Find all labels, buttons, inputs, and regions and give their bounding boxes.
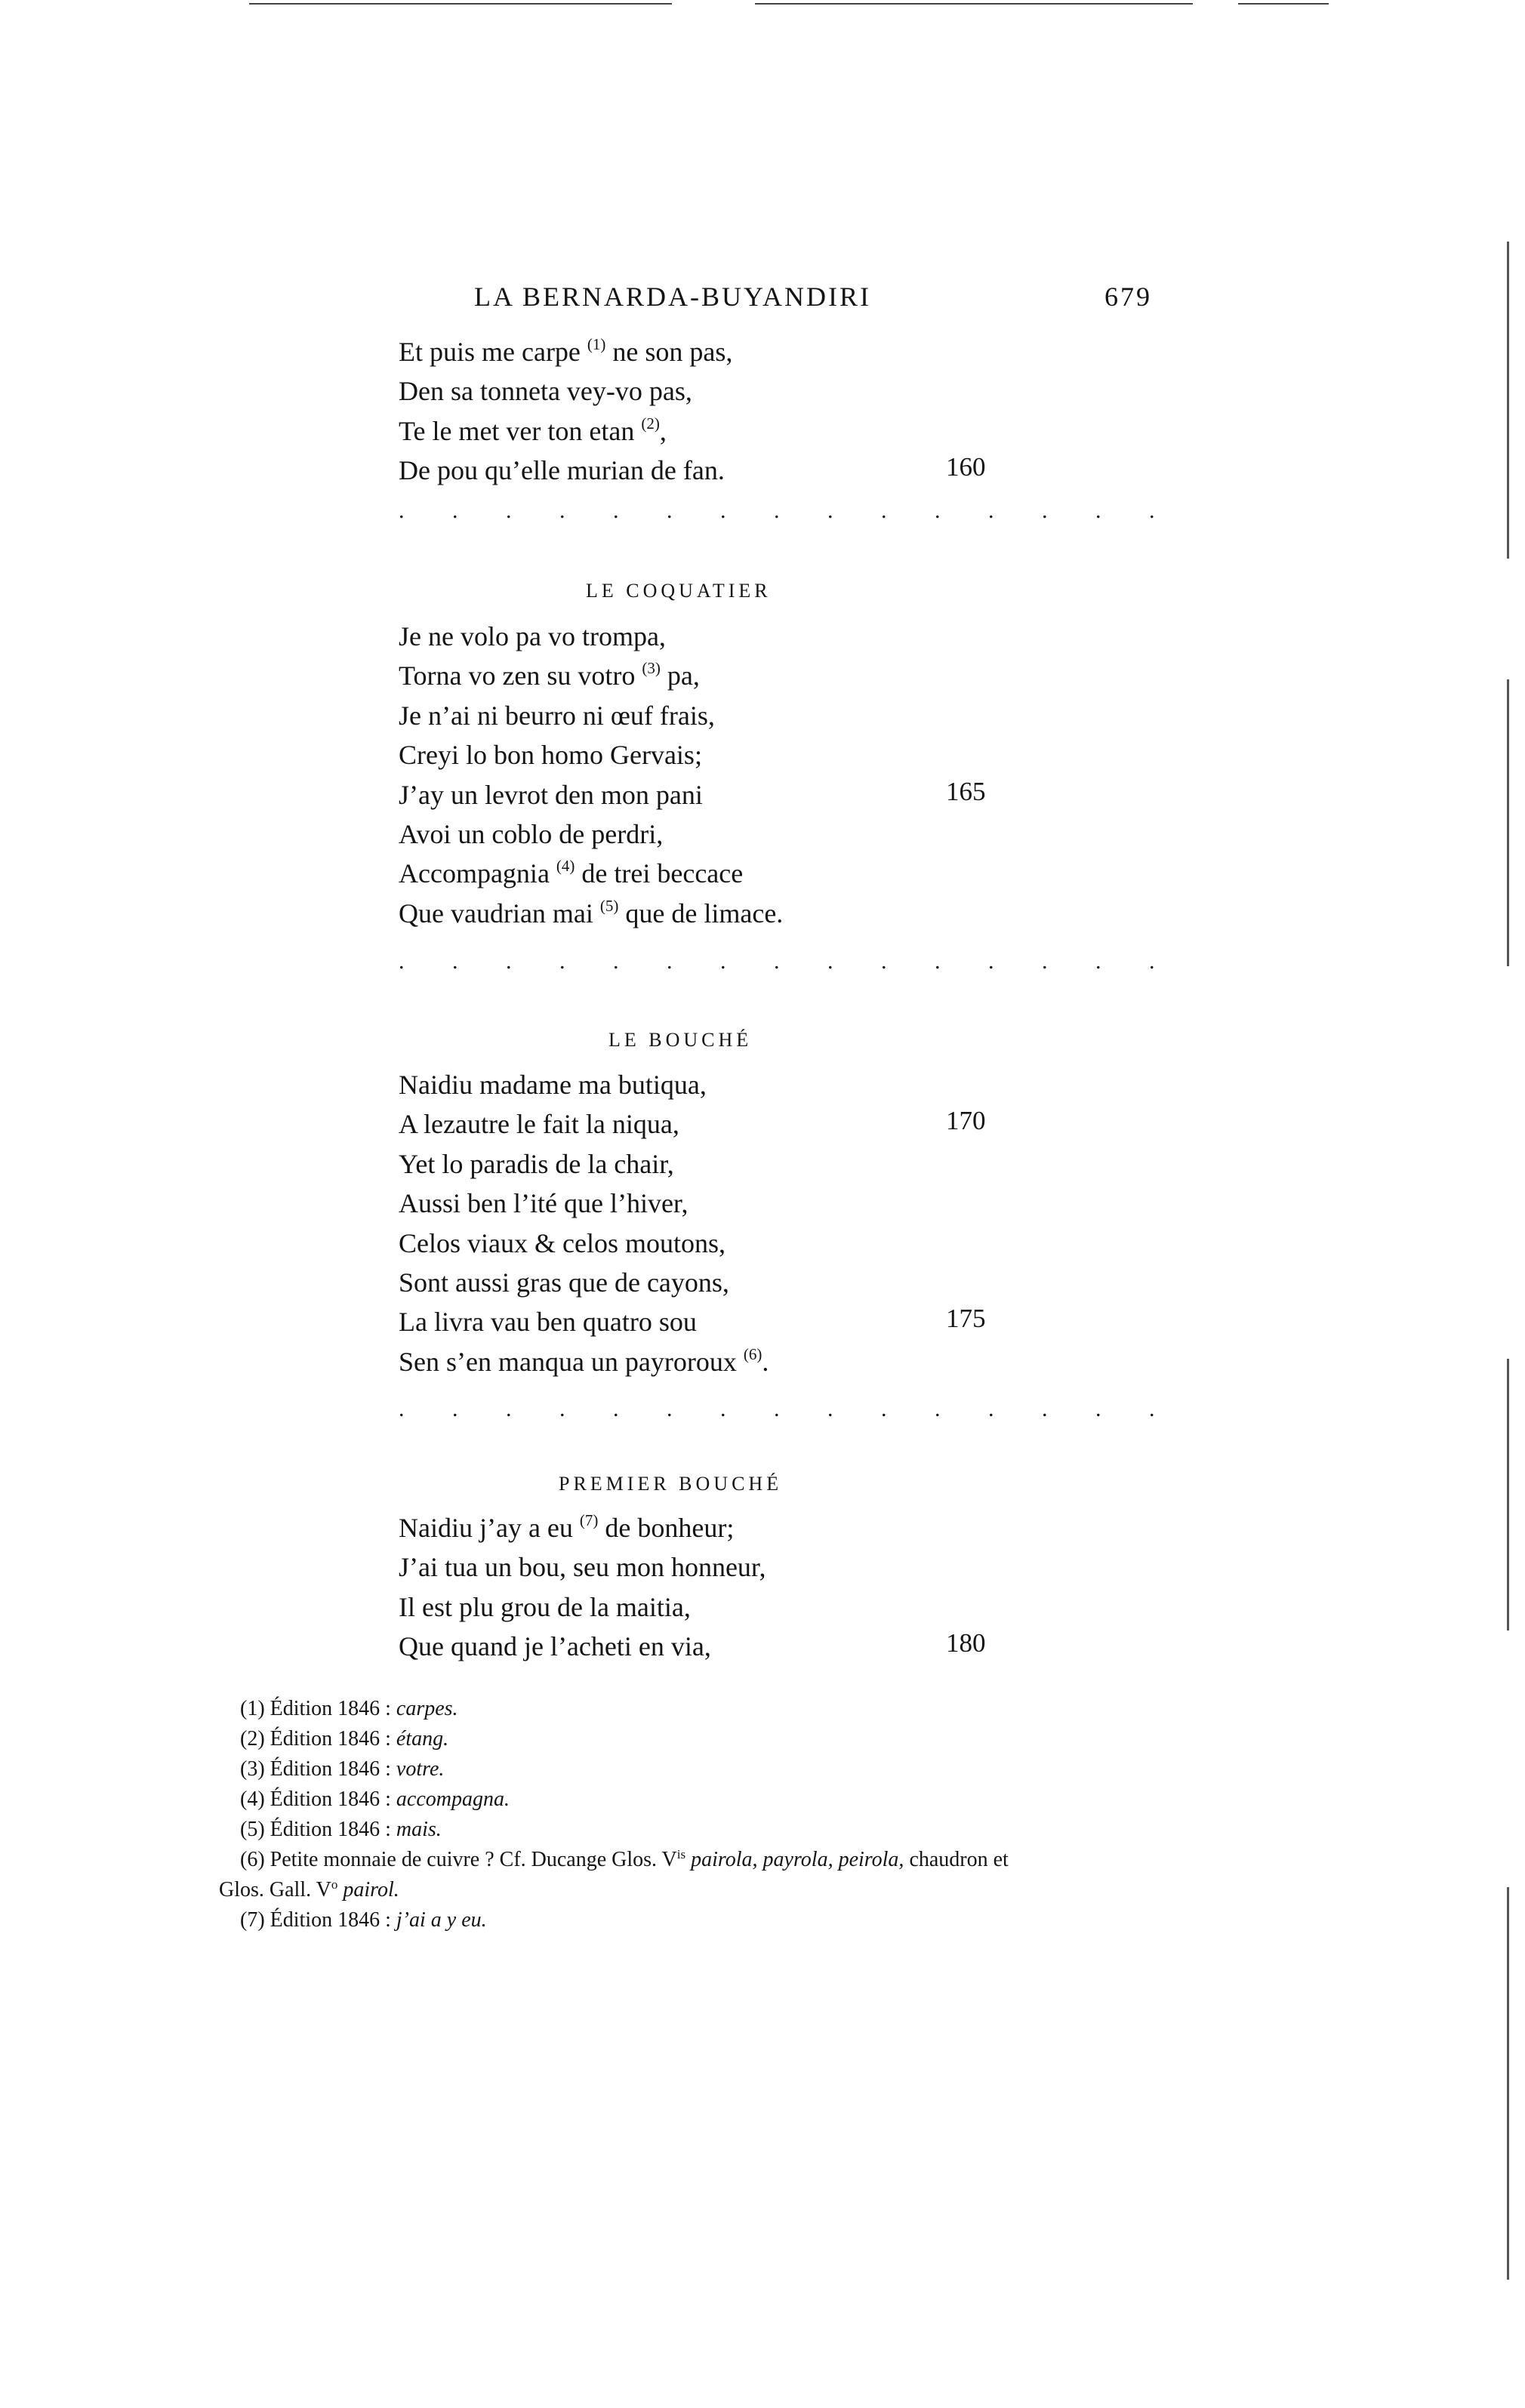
verse-text: De pou qu’elle murian de fan.: [399, 455, 725, 485]
verse-line: [399, 656, 700, 695]
footnote: [240, 1846, 1009, 1874]
footnote-ref[interactable]: (1): [587, 335, 606, 353]
verse-line: [399, 1104, 679, 1144]
footnote-mark: (7): [240, 1908, 265, 1932]
verse-line: [399, 1587, 691, 1627]
verse-text: Que vaudrian mai: [399, 898, 600, 928]
footnote-ref[interactable]: (2): [641, 414, 660, 433]
verse-line: [399, 1144, 674, 1184]
verse-text: Sen s’en manqua un payroroux: [399, 1347, 744, 1377]
footnote-text: Édition 1846 :: [270, 1697, 396, 1720]
footnote: [219, 1876, 399, 1905]
footnote-superscript: o: [331, 1877, 338, 1892]
verse-line: [399, 1342, 769, 1381]
verse-text: de bonheur;: [598, 1513, 735, 1543]
verse-text: Creyi lo bon homo Gervais;: [399, 740, 702, 770]
footnote-citation: carpes.: [396, 1697, 458, 1720]
verse-line: [399, 894, 783, 933]
verse-text: Il est plu grou de la maitia,: [399, 1592, 691, 1622]
omission-dots: . . . . . . . . . . . . . . .: [399, 498, 1176, 523]
speaker-name: LE BOUCHÉ: [608, 1029, 753, 1051]
speaker-name: PREMIER BOUCHÉ: [559, 1473, 783, 1495]
verse-text: pa,: [660, 661, 700, 691]
verse-text: J’ay un levrot den mon pani: [399, 780, 703, 810]
footnote-text: Glos. Gall. V: [219, 1878, 331, 1901]
verse-text: A lezautre le fait la niqua,: [399, 1109, 679, 1139]
running-title: LA BERNARDA-BUYANDIRI: [474, 282, 872, 312]
footnote-citation: mais.: [396, 1818, 442, 1841]
scan-rule-top: [755, 3, 1193, 5]
verse-line: [399, 1627, 711, 1666]
verse-line: [399, 1263, 729, 1302]
verse-line: [399, 1224, 726, 1263]
verse-number: 175: [946, 1304, 986, 1333]
verse-line: [399, 814, 663, 854]
footnote-citation: étang.: [396, 1727, 449, 1751]
footnote-text: Édition 1846 :: [270, 1757, 396, 1781]
verse-text: Accompagnia: [399, 858, 556, 888]
omission-dots: . . . . . . . . . . . . . . .: [399, 1396, 1176, 1421]
verse-line: [399, 332, 732, 371]
verse-text: ,: [659, 416, 667, 446]
verse-line: [399, 854, 743, 893]
verse-number: 170: [946, 1106, 986, 1135]
footnote-citation: votre.: [396, 1757, 445, 1781]
verse-text: Naidiu madame ma butiqua,: [399, 1070, 707, 1100]
verse-text: Avoi un coblo de perdri,: [399, 819, 664, 849]
verse-line: [399, 696, 715, 735]
footnote-ref[interactable]: (3): [642, 659, 661, 677]
footnote-text: Édition 1846 :: [270, 1727, 396, 1751]
footnote-citation: pairol.: [343, 1878, 399, 1901]
verse-text: Te le met ver ton etan: [399, 416, 642, 446]
footnote-mark: (5): [240, 1818, 265, 1841]
scan-edge-line: [1507, 1887, 1509, 2280]
verse-text: Je ne volo pa vo trompa,: [399, 621, 666, 651]
footnote-mark: (2): [240, 1727, 265, 1751]
verse-number: 165: [946, 777, 986, 806]
footnote-citation: accompagna.: [396, 1788, 510, 1811]
footnote-ref[interactable]: (6): [743, 1345, 762, 1363]
footnote: [240, 1815, 442, 1844]
scan-rule-top: [249, 3, 672, 5]
verse-number: 180: [946, 1628, 986, 1658]
verse-line: [399, 411, 667, 451]
verse-text: Naidiu j’ay a eu: [399, 1513, 580, 1543]
verse-number: 160: [946, 452, 986, 482]
footnote: [240, 1906, 487, 1935]
verse-text: .: [762, 1347, 769, 1377]
verse-line: [399, 1547, 766, 1587]
footnote-text: chaudron et: [904, 1848, 1009, 1871]
footnote-text: Édition 1846 :: [270, 1788, 396, 1811]
verse-text: Sont aussi gras que de cayons,: [399, 1267, 729, 1298]
verse-line: [399, 775, 703, 814]
speaker-name: LE COQUATIER: [586, 580, 772, 602]
verse-text: Et puis me carpe: [399, 337, 587, 367]
verse-text: J’ai tua un bou, seu mon honneur,: [399, 1552, 766, 1582]
footnote-citation: j’ai a y eu.: [396, 1908, 487, 1932]
footnote-text: Petite monnaie de cuivre ? Cf. Ducange Glos. V: [270, 1848, 677, 1871]
footnote-superscript: is: [676, 1847, 686, 1861]
verse-line: [399, 1302, 697, 1341]
footnote-mark: (1): [240, 1697, 265, 1720]
scan-rule-top: [1238, 3, 1329, 5]
verse-text: ne son pas,: [605, 337, 733, 367]
omission-dots: . . . . . . . . . . . . . . .: [399, 949, 1176, 974]
scan-edge-line: [1507, 1359, 1509, 1630]
verse-text: Aussi ben l’ité que l’hiver,: [399, 1188, 689, 1218]
verse-text: Je n’ai ni beurro ni œuf frais,: [399, 701, 715, 731]
footnote: [240, 1755, 444, 1784]
verse-text: de trei beccace: [575, 858, 744, 888]
verse-line: [399, 371, 692, 411]
footnote-mark: (3): [240, 1757, 265, 1781]
footnote-ref[interactable]: (4): [556, 857, 575, 875]
scan-edge-line: [1507, 679, 1509, 966]
verse-line: [399, 451, 725, 490]
footnote-ref[interactable]: (7): [579, 1511, 599, 1529]
footnote: [240, 1725, 448, 1754]
verse-text: La livra vau ben quatro sou: [399, 1307, 697, 1337]
footnote-mark: (4): [240, 1788, 265, 1811]
verse-line: [399, 1508, 734, 1547]
verse-text: Den sa tonneta vey-vo pas,: [399, 376, 692, 406]
page-number: 679: [1104, 282, 1152, 312]
verse-text: Celos viaux & celos moutons,: [399, 1228, 726, 1258]
footnote-citation: pairola, payrola, peirola,: [691, 1848, 904, 1871]
footnote-ref[interactable]: (5): [599, 897, 619, 915]
footnote-text: Édition 1846 :: [270, 1818, 396, 1841]
footnote-text: Édition 1846 :: [270, 1908, 396, 1932]
scan-edge-line: [1507, 242, 1509, 559]
footnote-mark: (6): [240, 1848, 265, 1871]
verse-line: [399, 735, 702, 774]
verse-text: Torna vo zen su votro: [399, 661, 642, 691]
verse-text: Que quand je l’acheti en via,: [399, 1631, 711, 1661]
verse-line: [399, 617, 666, 656]
verse-text: Yet lo paradis de la chair,: [399, 1149, 674, 1179]
footnote: [240, 1695, 458, 1723]
verse-line: [399, 1065, 707, 1104]
footnote: [240, 1785, 510, 1814]
verse-text: que de limace.: [618, 898, 784, 928]
verse-line: [399, 1184, 688, 1223]
